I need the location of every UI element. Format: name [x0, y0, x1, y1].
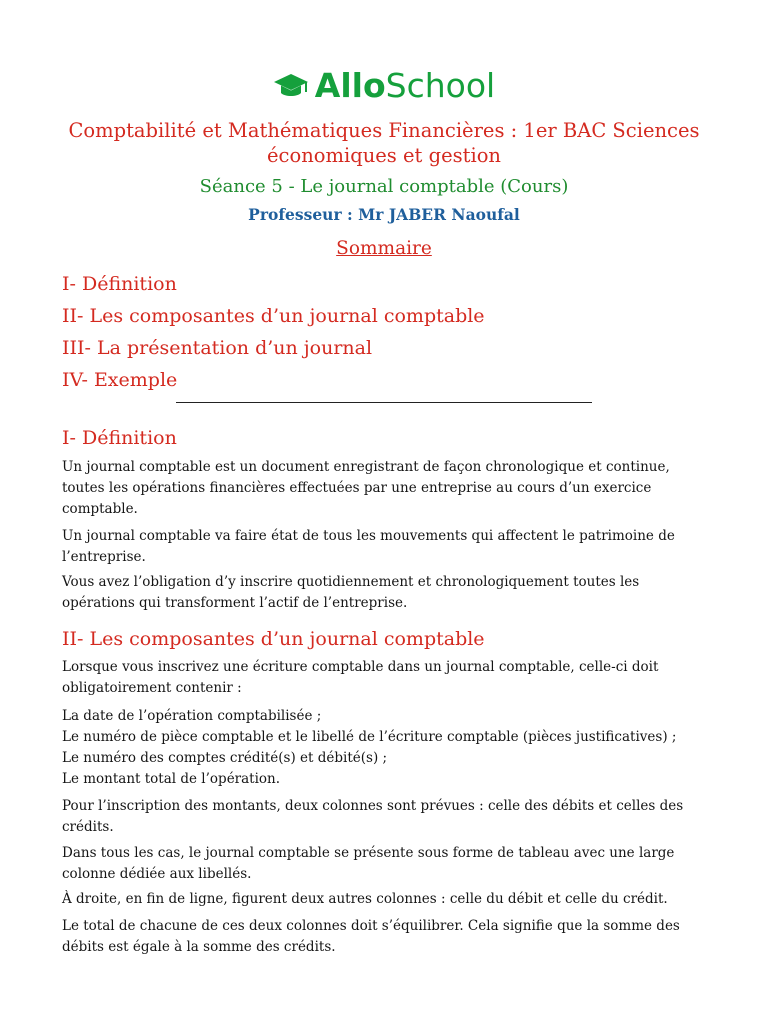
course-title-line-2: économiques et gestion: [267, 144, 501, 167]
paragraph: Le total de chacune de ces deux colonnes doit s’équilibrer. Cela signifie que la somme des débits est égale à la somme des crédits.: [62, 918, 680, 955]
logo-text-school: School: [385, 66, 496, 105]
course-title: [0, 118, 768, 168]
sommaire-heading-text: Sommaire: [336, 238, 432, 259]
list-item: Le montant total de l’opération.: [62, 771, 281, 787]
sommaire-heading: [0, 237, 768, 261]
list-item: Le numéro des comptes crédité(s) et débité(s) ;: [62, 750, 388, 766]
logo-text-allo: Allo: [314, 66, 386, 105]
table-of-contents: [62, 268, 485, 396]
paragraph: Un journal comptable va faire état de tous les mouvements qui affectent le patrimoine de l’entreprise.: [62, 528, 675, 565]
toc-item: I- Définition: [62, 273, 177, 295]
list-item: Le numéro de pièce comptable et le libellé de l’écriture comptable (pièces justificatives) ;: [62, 729, 677, 745]
paragraph: Vous avez l’obligation d’y inscrire quotidiennement et chronologiquement toutes les opérations qui transforment l’actif de l’entreprise.: [62, 574, 640, 611]
toc-item: III- La présentation d’un journal: [62, 337, 373, 359]
horizontal-divider: [176, 402, 592, 403]
paragraph: Pour l’inscription des montants, deux colonnes sont prévues : celle des débits et celles des crédits.: [62, 798, 684, 835]
seance-title: Séance 5 - Le journal comptable (Cours): [199, 176, 569, 197]
toc-item: IV- Exemple: [62, 369, 178, 391]
paragraph: À droite, en fin de ligne, figurent deux autres colonnes : celle du débit et celle du crédit.: [62, 891, 668, 907]
toc-item: II- Les composantes d’un journal comptable: [62, 305, 485, 327]
paragraph: Un journal comptable est un document enregistrant de façon chronologique et continue, toutes les opérations financières effectuées par une entreprise au cours d’un exercice comptable.: [62, 459, 670, 517]
paragraph: Dans tous les cas, le journal comptable se présente sous forme de tableau avec une large colonne dédiée aux libellés.: [62, 845, 675, 882]
section-heading-definition: I- Définition: [62, 427, 177, 449]
list-item: La date de l’opération comptabilisée ;: [62, 708, 322, 724]
course-title-line-1: Comptabilité et Mathématiques Financières : 1er BAC Sciences: [68, 119, 700, 142]
professor-name: Professeur : Mr JABER Naoufal: [248, 205, 520, 224]
section-heading-composantes: II- Les composantes d’un journal comptable: [62, 628, 485, 650]
graduation-cap-icon: [273, 72, 309, 100]
alloschool-logo: [0, 64, 768, 108]
paragraph: Lorsque vous inscrivez une écriture comptable dans un journal comptable, celle-ci doit obligatoirement contenir :: [62, 659, 659, 696]
